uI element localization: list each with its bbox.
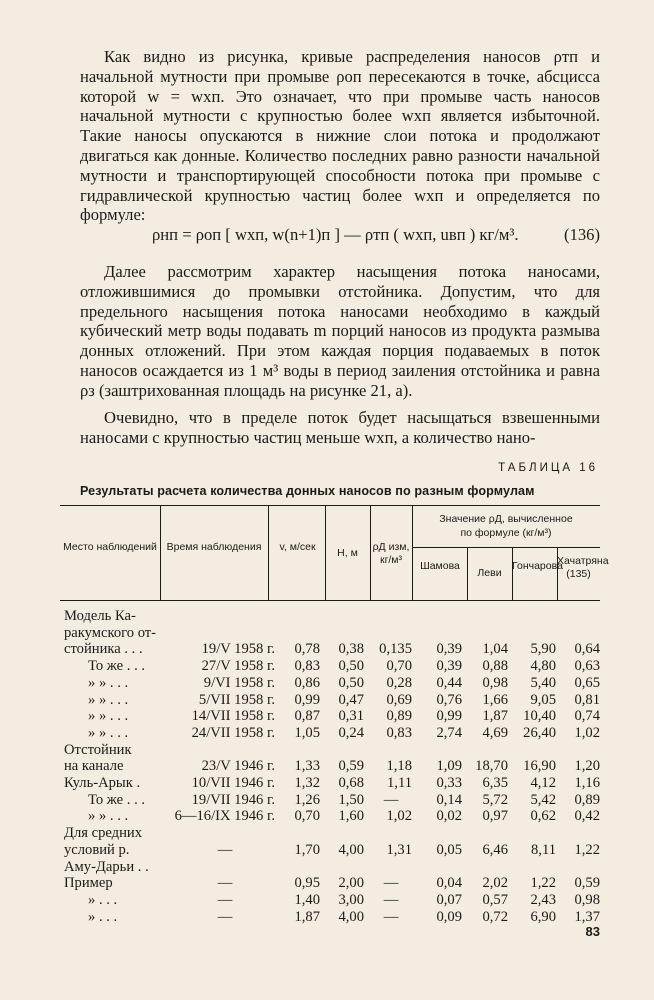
cell-time: 24/VII 1958 г. <box>191 724 275 741</box>
cell-h: 4,00 <box>338 908 364 925</box>
cell-rho: 0,89 <box>386 708 412 725</box>
cell-khach: 0,65 <box>574 674 600 691</box>
cell-time: — <box>217 875 233 892</box>
cell-v: 1,32 <box>294 775 320 791</box>
cell-v: 1,33 <box>294 758 320 775</box>
cell-rho: 0,135 <box>379 641 412 658</box>
cell-levi: 0,88 <box>482 658 508 675</box>
cell-h: 0,31 <box>338 708 364 725</box>
header-levi: Леви <box>477 567 502 579</box>
cell-v: 0,95 <box>294 875 320 892</box>
formula-136 <box>80 225 600 251</box>
cell-levi: 1,66 <box>482 691 508 708</box>
header-shamov: Шамова <box>420 560 460 572</box>
cell-place: Для средних <box>64 825 142 842</box>
group-header-rule <box>412 547 600 548</box>
cell-shamov: 0,07 <box>436 891 462 908</box>
cell-place: То же . . . <box>88 658 146 675</box>
cell-time: 9/VI 1958 г. <box>203 674 275 691</box>
cell-rho: 1,02 <box>386 808 412 825</box>
cell-v: 0,99 <box>294 691 320 708</box>
cell-h: 1,60 <box>338 808 364 825</box>
cell-gon: 8,11 <box>531 841 556 858</box>
table-header-bottom-rule <box>60 600 600 601</box>
table-label: ТАБЛИЦА 16 <box>498 462 598 474</box>
header-group-line-2: по формуле (кг/м³) <box>460 527 552 539</box>
cell-h: 0,24 <box>338 724 364 741</box>
cell-khach: 0,81 <box>574 691 600 708</box>
cell-rho: — <box>383 875 399 892</box>
cell-h: 2,00 <box>338 875 364 892</box>
cell-shamov: 0,39 <box>436 658 462 675</box>
cell-levi: 5,72 <box>482 791 508 808</box>
paragraph-2: Далее рассмотрим характер насыщения потока наносами, отложившимися до промывки отстойника. Допустим, что для предельного насыщения потока наносами необходимо в каждый кубический метр воды подавать m порций наносов из продукта размыва донных отложений. При этом каждая порция подаваемых в поток наносов осаждается из 1 м³ воды в период заиления отстойника и равна ρз (заштрихованная площадь на рисунке 21, а). <box>80 262 600 400</box>
cell-place: Пример <box>64 875 113 892</box>
cell-v: 1,40 <box>294 891 320 908</box>
cell-time: 19/VII 1946 г. <box>191 791 275 808</box>
header-velocity: v, м/сек <box>279 541 316 553</box>
cell-levi: 1,87 <box>482 708 508 725</box>
cell-v: 1,05 <box>294 724 320 741</box>
cell-h: 0,47 <box>338 691 364 708</box>
cell-rho: — <box>383 791 399 808</box>
cell-place: То же . . . <box>88 791 146 808</box>
cell-gon: 0,62 <box>530 808 556 825</box>
cell-gon: 10,40 <box>523 708 556 725</box>
col-divider-7 <box>512 547 513 600</box>
header-khachatryan: Хачатряна (135) <box>557 555 609 580</box>
cell-time: 14/VII 1958 г. <box>191 708 275 725</box>
cell-v: 0,87 <box>294 708 320 725</box>
cell-levi: 0,98 <box>482 674 508 691</box>
cell-levi: 4,69 <box>482 724 508 741</box>
cell-shamov: 0,44 <box>436 674 462 691</box>
cell-rho: — <box>383 908 399 925</box>
formula-number: (136) <box>564 225 600 244</box>
cell-shamov: 0,14 <box>436 791 462 808</box>
cell-v: 1,87 <box>294 908 320 925</box>
cell-h: 4,00 <box>338 841 364 858</box>
cell-gon: 5,42 <box>530 791 556 808</box>
cell-khach: 0,64 <box>574 641 600 658</box>
paragraph-3: Очевидно, что в пределе поток будет насыщаться взвешенными наносами с крупностью частиц меньше wхп, а количество нано- <box>80 408 600 447</box>
cell-time: — <box>217 908 233 925</box>
header-goncharov: Гончарова <box>512 560 563 572</box>
header-time: Время наблюдения <box>166 541 262 553</box>
cell-gon: 5,40 <box>530 674 556 691</box>
header-group-line-1: Значение ρД, вычисленное <box>439 513 573 525</box>
cell-levi: 2,02 <box>482 875 508 892</box>
cell-khach: 1,02 <box>574 724 600 741</box>
cell-h: 3,00 <box>338 891 364 908</box>
cell-gon: 16,90 <box>523 758 556 775</box>
cell-shamov: 0,76 <box>436 691 462 708</box>
header-rho-measured: ρД изм, кг/м³ <box>372 541 410 566</box>
cell-levi: 6,46 <box>482 841 508 858</box>
cell-shamov: 0,33 <box>436 775 462 791</box>
cell-rho: 0,28 <box>386 674 412 691</box>
cell-place: стойника . . . <box>64 641 143 658</box>
cell-place: ракумского от- <box>64 624 157 641</box>
cell-h: 0,50 <box>338 658 364 675</box>
cell-v: 0,86 <box>294 674 320 691</box>
cell-levi: 0,97 <box>482 808 508 825</box>
cell-khach: 0,98 <box>574 891 600 908</box>
cell-levi: 1,04 <box>482 641 508 658</box>
cell-time: — <box>217 841 233 858</box>
cell-time: 6—16/IX 1946 г. <box>174 808 275 825</box>
cell-gon: 4,12 <box>530 775 556 791</box>
cell-place: » » . . . <box>88 674 129 691</box>
cell-place: на канале <box>64 758 124 775</box>
header-depth: H, м <box>337 547 358 559</box>
cell-gon: 9,05 <box>530 691 556 708</box>
cell-gon: 6,90 <box>530 908 556 925</box>
cell-h: 0,50 <box>338 674 364 691</box>
cell-shamov: 0,02 <box>436 808 462 825</box>
cell-place: условий р. <box>64 841 130 858</box>
cell-time: — <box>217 891 233 908</box>
cell-place: Отстойник <box>64 741 132 758</box>
cell-khach: 1,37 <box>574 908 600 925</box>
cell-place: » » . . . <box>88 808 129 825</box>
table-top-rule <box>60 505 600 506</box>
cell-place: Модель Ка- <box>64 608 136 624</box>
cell-place: » . . . <box>88 908 118 925</box>
cell-khach: 0,59 <box>574 875 600 892</box>
cell-rho: 1,31 <box>386 841 412 858</box>
page-number: 83 <box>585 924 600 939</box>
cell-place: » » . . . <box>88 708 129 725</box>
cell-rho: — <box>383 891 399 908</box>
cell-h: 0,38 <box>338 641 364 658</box>
cell-gon: 2,43 <box>530 891 556 908</box>
cell-rho: 1,18 <box>386 758 412 775</box>
cell-h: 0,59 <box>338 758 364 775</box>
cell-v: 1,26 <box>294 791 320 808</box>
cell-time: 10/VII 1946 г. <box>191 775 275 791</box>
cell-gon: 4,80 <box>530 658 556 675</box>
formula-expression: ρнп = ρоп [ wхп, w(n+1)п ] — ρтп ( wхп, uвп ) кг/м³. <box>152 225 519 244</box>
cell-v: 0,70 <box>294 808 320 825</box>
cell-v: 0,83 <box>294 658 320 675</box>
cell-khach: 1,20 <box>574 758 600 775</box>
cell-khach: 1,22 <box>574 841 600 858</box>
cell-shamov: 1,09 <box>436 758 462 775</box>
cell-time: 23/V 1946 г. <box>201 758 275 775</box>
cell-time: 19/V 1958 г. <box>201 641 275 658</box>
cell-levi: 6,35 <box>482 775 508 791</box>
cell-rho: 0,83 <box>386 724 412 741</box>
header-place: Место наблюдений <box>63 541 157 553</box>
cell-shamov: 0,39 <box>436 641 462 658</box>
cell-khach: 0,89 <box>574 791 600 808</box>
cell-place: Аму-Дарьи . . <box>64 858 149 875</box>
cell-v: 0,78 <box>294 641 320 658</box>
cell-levi: 18,70 <box>475 758 508 775</box>
cell-levi: 0,57 <box>482 891 508 908</box>
cell-rho: 1,11 <box>387 775 412 791</box>
cell-gon: 1,22 <box>530 875 556 892</box>
cell-h: 1,50 <box>338 791 364 808</box>
cell-place: » . . . <box>88 891 118 908</box>
cell-khach: 0,63 <box>574 658 600 675</box>
cell-h: 0,68 <box>338 775 364 791</box>
cell-time: 5/VII 1958 г. <box>198 691 275 708</box>
cell-gon: 26,40 <box>523 724 556 741</box>
cell-gon: 5,90 <box>530 641 556 658</box>
cell-place: » » . . . <box>88 724 129 741</box>
cell-khach: 0,42 <box>574 808 600 825</box>
col-divider-2 <box>268 505 269 600</box>
cell-v: 1,70 <box>294 841 320 858</box>
cell-shamov: 0,09 <box>436 908 462 925</box>
cell-levi: 0,72 <box>482 908 508 925</box>
cell-shamov: 0,05 <box>436 841 462 858</box>
cell-rho: 0,70 <box>386 658 412 675</box>
cell-shamov: 2,74 <box>436 724 462 741</box>
table-title: Результаты расчета количества донных наносов по разным формулам <box>80 484 535 498</box>
cell-khach: 0,74 <box>574 708 600 725</box>
cell-rho: 0,69 <box>386 691 412 708</box>
paragraph-1: Как видно из рисунка, кривые распределения наносов ρтп и начальной мутности при промыве ρоп пересекаются в точке, абсцисса которой w = wхп. Это означает, что при промыве часть наносов начальной мутности с крупностью более wхп является избыточной. Такие наносы опускаются в нижние слои потока и продолжают двигаться как донные. Количество последних равно разности начальной мутности и транспортирующей способности потока при промыве с гидравлической крупностью частиц более wхп и определяется по формуле: <box>80 47 600 225</box>
cell-khach: 1,16 <box>574 775 600 791</box>
cell-place: Куль-Арык . <box>64 775 141 791</box>
cell-shamov: 0,04 <box>436 875 462 892</box>
cell-place: » » . . . <box>88 691 129 708</box>
cell-time: 27/V 1958 г. <box>201 658 275 675</box>
cell-shamov: 0,99 <box>436 708 462 725</box>
